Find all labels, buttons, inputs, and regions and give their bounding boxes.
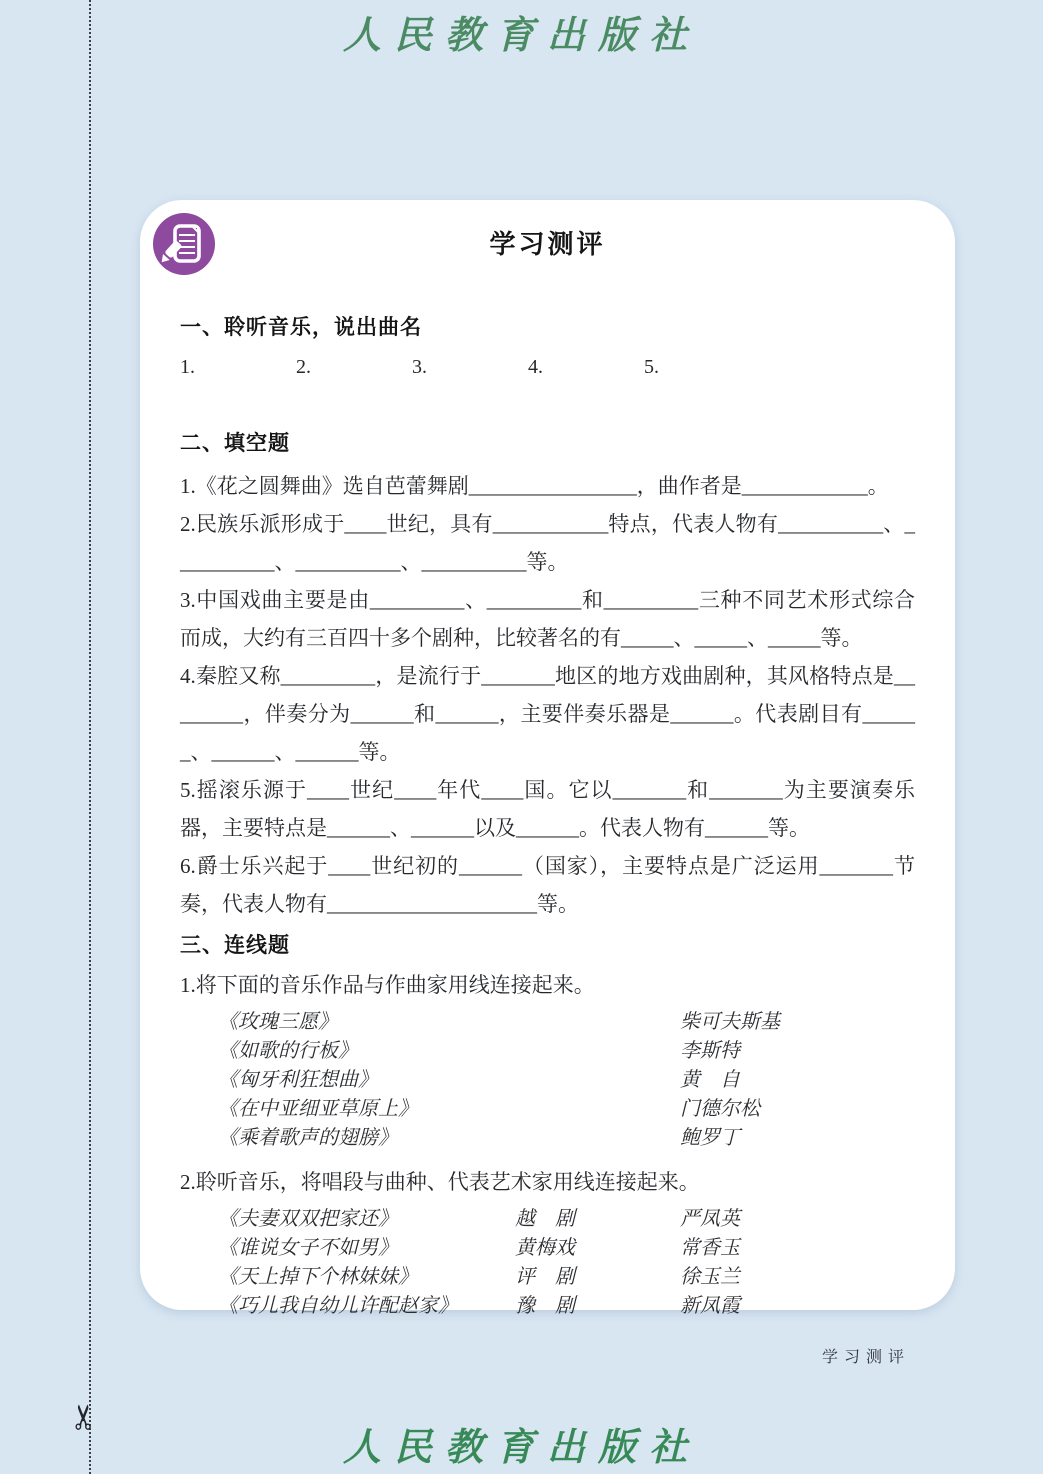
matching1-row — [218, 1037, 915, 1066]
work-title: 《玫瑰三愿》 — [218, 1011, 338, 1033]
section2-heading: 二、填空题 — [180, 432, 290, 455]
artist-name: 严凤英 — [680, 1208, 740, 1230]
composer-name: 李斯特 — [680, 1040, 740, 1062]
worksheet-card — [140, 200, 955, 1317]
section1-answer-slots — [180, 356, 915, 379]
document-pencil-icon — [153, 213, 215, 275]
composer-name: 门德尔松 — [680, 1098, 760, 1120]
composer-name: 柴可夫斯基 — [680, 1011, 780, 1033]
answer-slot-3: 3. — [412, 356, 427, 378]
matching1-list — [218, 1008, 915, 1153]
fill-blank-questions — [180, 467, 915, 923]
artist-name: 常香玉 — [680, 1237, 740, 1259]
cut-dotted-line — [89, 0, 91, 1474]
question-4: 4.秦腔又称_________，是流行于_______地区的地方戏曲剧种，其风格特点是________，伴奏分为______和______，主要伴奏乐器是______。代表剧目有______、______、______等。 — [180, 664, 915, 764]
aria-title: 《天上掉下个林妹妹》 — [218, 1266, 418, 1288]
question-3: 3.中国戏曲主要是由_________、_________和_________三种不同艺术形式综合而成，大约有三百四十多个剧种，比较著名的有_____、_____、_____等。 — [180, 588, 915, 650]
aria-title: 《谁说女子不如男》 — [218, 1237, 398, 1259]
answer-slot-2: 2. — [296, 356, 311, 378]
question-1: 1.《花之圆舞曲》选自芭蕾舞剧________________，曲作者是____________。 — [180, 474, 889, 498]
artist-name: 徐玉兰 — [680, 1266, 740, 1288]
question-2: 2.民族乐派形成于____世纪，具有___________特点，代表人物有__________、__________、__________、__________等。 — [180, 512, 915, 574]
work-title: 《乘着歌声的翅膀》 — [218, 1127, 398, 1149]
matching2-list — [218, 1205, 915, 1321]
answer-slot-5: 5. — [644, 356, 659, 378]
scissors-icon: ✂ — [64, 1402, 105, 1432]
opera-genre: 黄梅戏 — [515, 1237, 575, 1259]
work-title: 《如歌的行板》 — [218, 1040, 358, 1062]
artist-name: 新凤霞 — [680, 1295, 740, 1317]
opera-genre: 越 剧 — [515, 1208, 575, 1230]
publisher-logo-top: 人民教育出版社 — [342, 15, 700, 57]
answer-slot-1: 1. — [180, 356, 195, 378]
matching2-row — [218, 1234, 915, 1263]
matching1-row — [218, 1066, 915, 1095]
matching1-prompt: 1.将下面的音乐作品与作曲家用线连接起来。 — [180, 973, 595, 997]
page-title: 学习测评 — [489, 229, 606, 259]
aria-title: 《夫妻双双把家还》 — [218, 1208, 398, 1230]
matching2-row — [218, 1263, 915, 1292]
aria-title: 《巧儿我自幼儿许配赵家》 — [218, 1295, 458, 1317]
matching2-row — [218, 1205, 915, 1234]
composer-name: 黄 自 — [680, 1069, 740, 1091]
answer-slot-4: 4. — [528, 356, 543, 378]
matching1-row — [218, 1095, 915, 1124]
matching1-row — [218, 1008, 915, 1037]
page-footer-label: 学习测评 — [821, 1349, 910, 1366]
matching2-row — [218, 1292, 915, 1321]
question-6: 6.爵士乐兴起于____世纪初的______（国家），主要特点是广泛运用_______节奏，代表人物有____________________等。 — [180, 854, 915, 916]
matching1-row — [218, 1124, 915, 1153]
section1-heading: 一、聆听音乐，说出曲名 — [180, 316, 422, 339]
composer-name: 鲍罗丁 — [680, 1127, 740, 1149]
work-title: 《匈牙利狂想曲》 — [218, 1069, 378, 1091]
work-title: 《在中亚细亚草原上》 — [218, 1098, 418, 1120]
matching2-prompt: 2.聆听音乐，将唱段与曲种、代表艺术家用线连接起来。 — [180, 1170, 700, 1194]
opera-genre: 豫 剧 — [515, 1295, 575, 1317]
question-5: 5.摇滚乐源于____世纪____年代____国。它以_______和_______为主要演奏乐器，主要特点是______、______以及______。代表人物有______等。 — [180, 778, 915, 840]
opera-genre: 评 剧 — [515, 1266, 575, 1288]
publisher-logo-bottom: 人民教育出版社 — [342, 1427, 700, 1469]
section3-heading: 三、连线题 — [180, 934, 290, 957]
